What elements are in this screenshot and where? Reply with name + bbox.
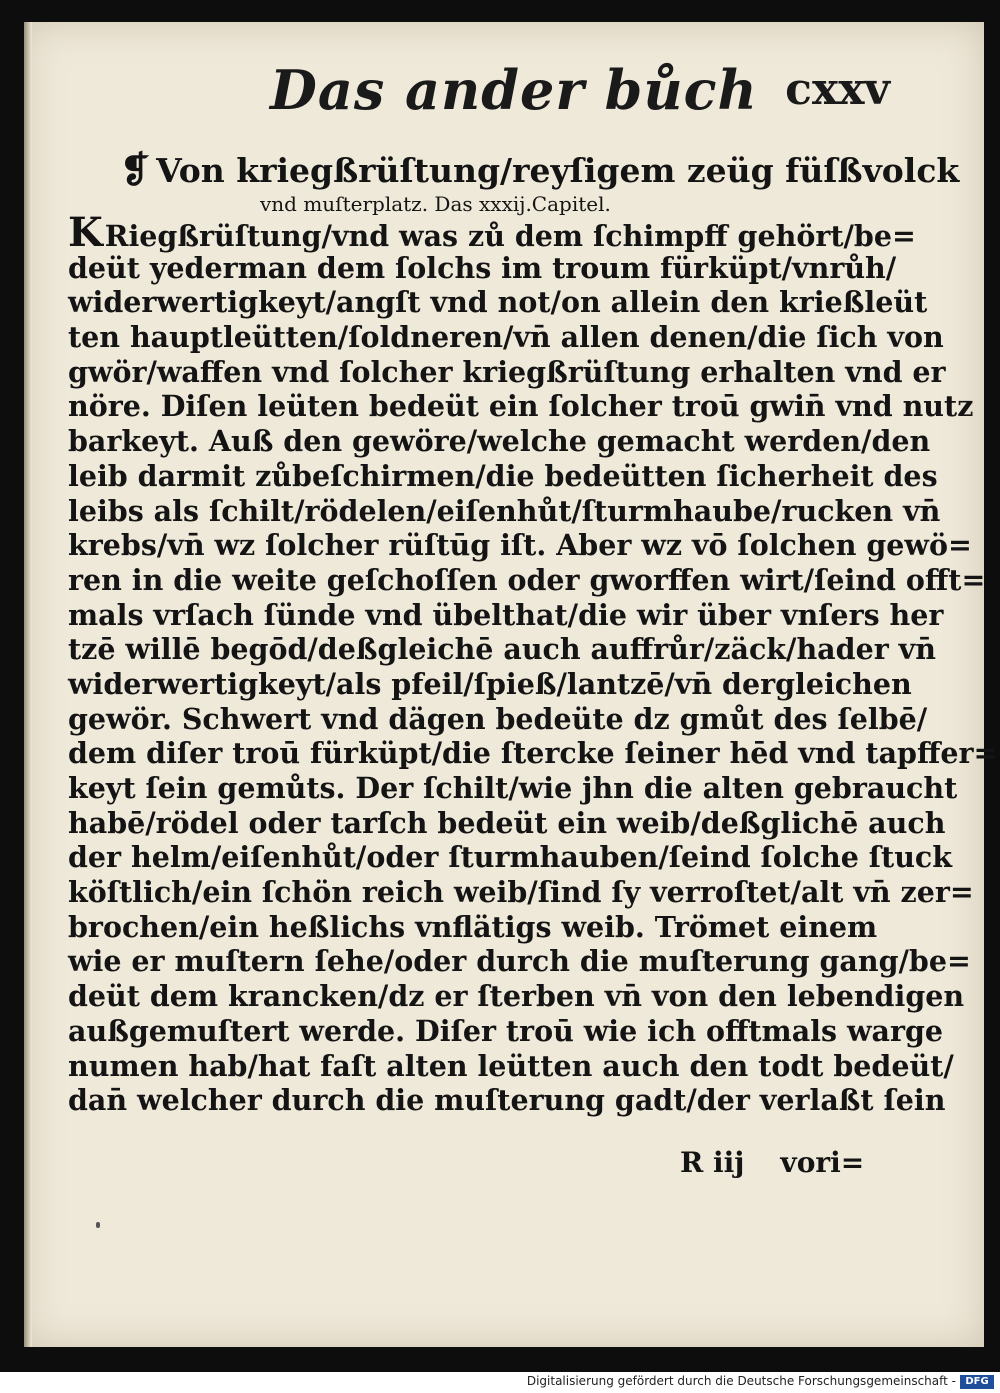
text-line: wie er muſtern ſehe/oder durch die muſterung gang/be= [68,944,971,979]
text-line: gwör/waffen vnd ſolcher kriegßrüſtung erhalten vnd er [68,354,946,389]
chapter-heading [120,149,960,217]
text-line: keyt ſein gemůts. Der ſchilt/wie jhn die alten gebraucht [68,771,958,805]
text-line: der helm/eiſenhůt/oder ſturmhauben/ſeind ſolche ſtuck [68,840,953,875]
footer-bar [0,1372,1000,1393]
text-line: widerwertigkeyt/angſt vnd not/on allein den krießleüt [68,285,928,320]
funding-credit: Digitalisierung gefördert durch die Deutsche Forschungsgemeinschaft - [526,1374,956,1388]
chapter-heading-line-1 [120,149,960,191]
chapter-heading-text-1: Von kriegßrüſtung/reyſigem zeüg füſßvolck [156,151,960,190]
signature-mark: R iij [680,1146,745,1179]
text-line: ren in die weite geſchoſſen oder gworffen wirt/ſeind offt= [68,562,986,597]
running-title: Das ander bůch [270,58,758,122]
text-line: dan̄ welcher durch die muſterung gadt/der verlaßt ſein [68,1083,946,1118]
catchline [680,1146,864,1179]
dfg-logo: DFG [960,1375,994,1389]
text-line: nöre. Diſen leüten bedeüt ein ſolcher troū gwin̄ vnd nutz [68,389,974,424]
chapter-heading-line-2: vnd muſterplatz. Das xxxij.Capitel. [260,192,611,216]
text-line: widerwertigkeyt/als pfeil/ſpieß/lantzē/vn̄ dergleichen [68,666,912,701]
text-line: barkeyt. Auß den gewöre/welche gemacht werden/den [68,424,931,459]
text-line: dem diſer troū fürküpt/die ſtercke ſeiner hēd vnd tapffer= [68,736,998,771]
text-line: deüt yederman dem ſolchs im troum fürküpt/vnrůh/ [68,250,897,285]
page-gutter [24,22,32,1347]
text-line [68,209,916,256]
running-head [270,58,890,138]
text-line: tzē willē begōd/deßgleichē auch auffrůr/zäck/hader vn̄ [68,632,936,667]
text-line: leibs als ſchilt/rödelen/eiſenhůt/ſturmhaube/rucken vn̄ [68,493,941,528]
text-line: ten hauptleütten/ſoldneren/vn̄ allen denen/die ſich von [68,320,944,355]
text-line: leib darmit zůbeſchirmen/die bedeütten ſicherheit des [68,458,938,493]
text-line: habē/rödel oder tarſch bedeüt ein weib/deßglichē auch [68,805,946,840]
pilcrow-icon: ❡ [120,149,151,191]
catchword: vori= [780,1146,865,1179]
text-line-content: Riegßrüſtung/vnd was zů dem ſchimpff gehört/be= [104,219,916,253]
folio-number: cxxv [785,64,890,115]
body-text [68,209,998,1118]
initial-letter: K [68,209,103,256]
text-line: außgemuſtert werde. Diſer troū wie ich offtmals warge [68,1013,944,1048]
text-line: köſtlich/ein ſchön reich weib/ſind ſy verroſtet/alt vn̄ zer= [68,875,974,910]
text-line: krebs/vn̄ wz ſolcher rüſtūg iſt. Aber wz vō ſolchen gewö= [68,528,972,563]
text-line: mals vrſach ſünde vnd übelthat/die wir über vnſers her [68,597,944,632]
text-line: gewör. Schwert vnd dägen bedeüte dz gmůt des ſelbē/ [68,701,928,736]
ink-speck [96,1222,100,1228]
text-line: deüt dem krancken/dz er ſterben vn̄ von den lebendigen [68,979,965,1014]
text-line: numen hab/hat faſt alten leütten auch den todt bedeüt/ [68,1048,954,1083]
text-line: brochen/ein heßlichs vnflätigs weib. Trömet einem [68,909,878,944]
